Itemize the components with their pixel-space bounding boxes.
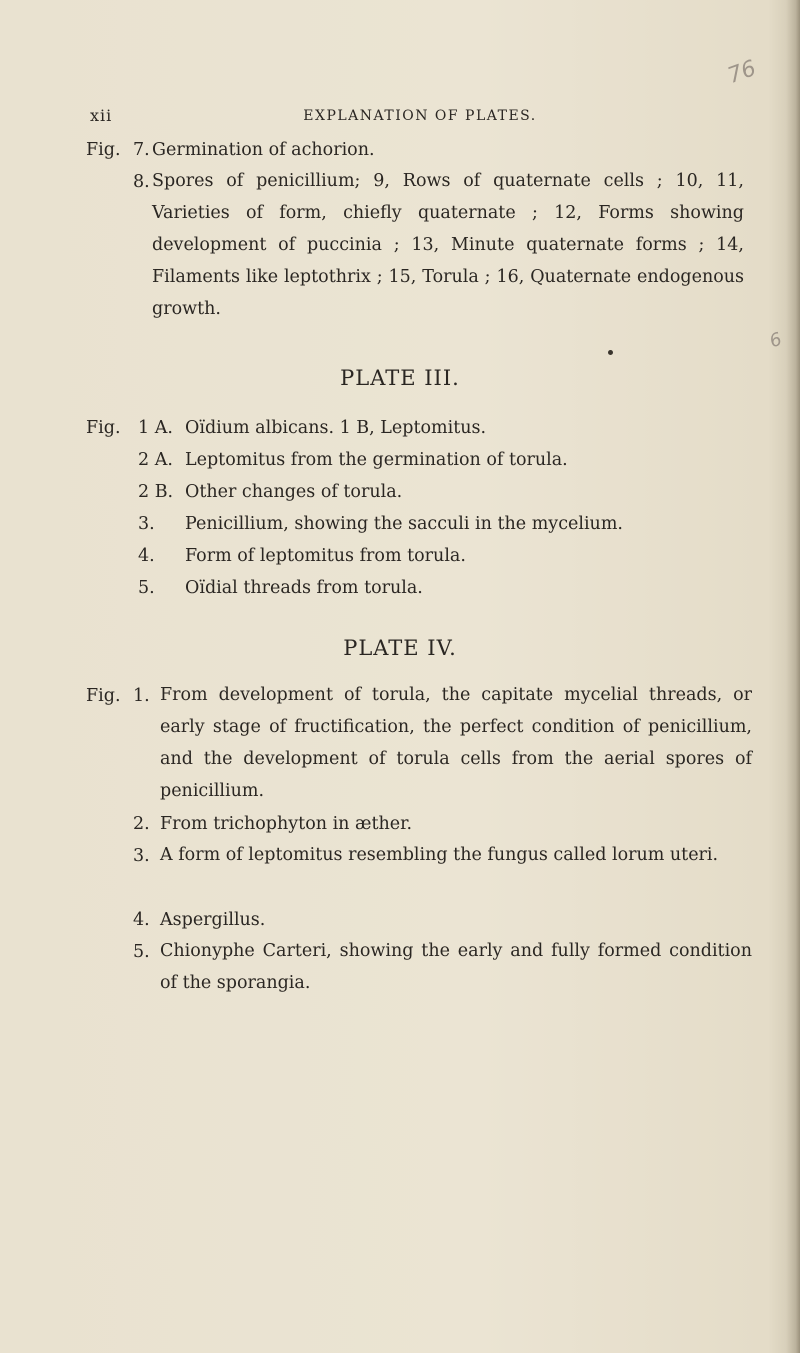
plate-title: PLATE III.	[340, 366, 460, 390]
figure-number: 2.	[133, 814, 150, 834]
figure-caption: A form of leptomitus resembling the fungus called lorum uteri.	[160, 845, 719, 865]
figure-number: 1 A.	[138, 418, 173, 438]
figure-caption: From trichophyton in æther.	[160, 814, 413, 834]
figure-caption: Oïdial threads from torula.	[185, 578, 423, 598]
figure-caption: Form of leptomitus from torula.	[185, 546, 466, 566]
figure-caption: Penicillium, showing the sacculi in the mycelium.	[185, 514, 623, 534]
pencil-annotation-top: 76	[724, 55, 760, 90]
figure-number: 2 A.	[138, 450, 173, 470]
figure-number: 3.	[133, 846, 150, 866]
plate-title: PLATE IV.	[343, 636, 457, 660]
figure-caption: Other changes of torula.	[185, 482, 403, 502]
running-head: EXPLANATION OF PLATES.	[303, 108, 537, 124]
ink-speck	[608, 350, 613, 355]
figure-caption: Oïdium albicans. 1 B, Leptomitus.	[185, 418, 487, 438]
fig-label: Fig.	[86, 140, 121, 160]
figure-caption: Germination of achorion.	[152, 140, 375, 160]
figure-caption: Spores of penicillium; 9, Rows of quaternate cells ; 10, 11, Varieties of form, chiefly quaternate ; 12, Forms showing development of puccinia ; 13, Minute quaternate forms ; 14, Filaments like leptothrix ; 15, Torula ; 16, Quaternate endogenous growth.	[152, 171, 744, 319]
fig-label: Fig.	[86, 686, 121, 706]
figure-caption: Chionyphe Carteri, showing the early and fully formed condition of the sporangia.	[160, 941, 752, 993]
page-number: xii	[90, 106, 113, 125]
pencil-annotation-side: 6	[766, 328, 785, 353]
figure-number: 4.	[133, 910, 150, 930]
figure-caption: From development of torula, the capitate mycelial threads, or early stage of fructification, the perfect condition of penicillium, and the development of torula cells from the aerial spores of penicillium.	[160, 685, 752, 801]
page-edge-shadow	[786, 0, 800, 1353]
figure-number: 7.	[133, 140, 150, 160]
figure-caption: Leptomitus from the germination of torula.	[185, 450, 568, 470]
figure-number: 1.	[133, 686, 150, 706]
figure-number: 5.	[138, 578, 155, 598]
page-header	[90, 106, 750, 130]
figure-number: 8.	[133, 172, 150, 192]
figure-number: 4.	[138, 546, 155, 566]
figure-number: 2 B.	[138, 482, 174, 502]
figure-number: 3.	[138, 514, 155, 534]
fig-label: Fig.	[86, 418, 121, 438]
figure-caption: Aspergillus.	[160, 910, 266, 930]
figure-number: 5.	[133, 942, 150, 962]
